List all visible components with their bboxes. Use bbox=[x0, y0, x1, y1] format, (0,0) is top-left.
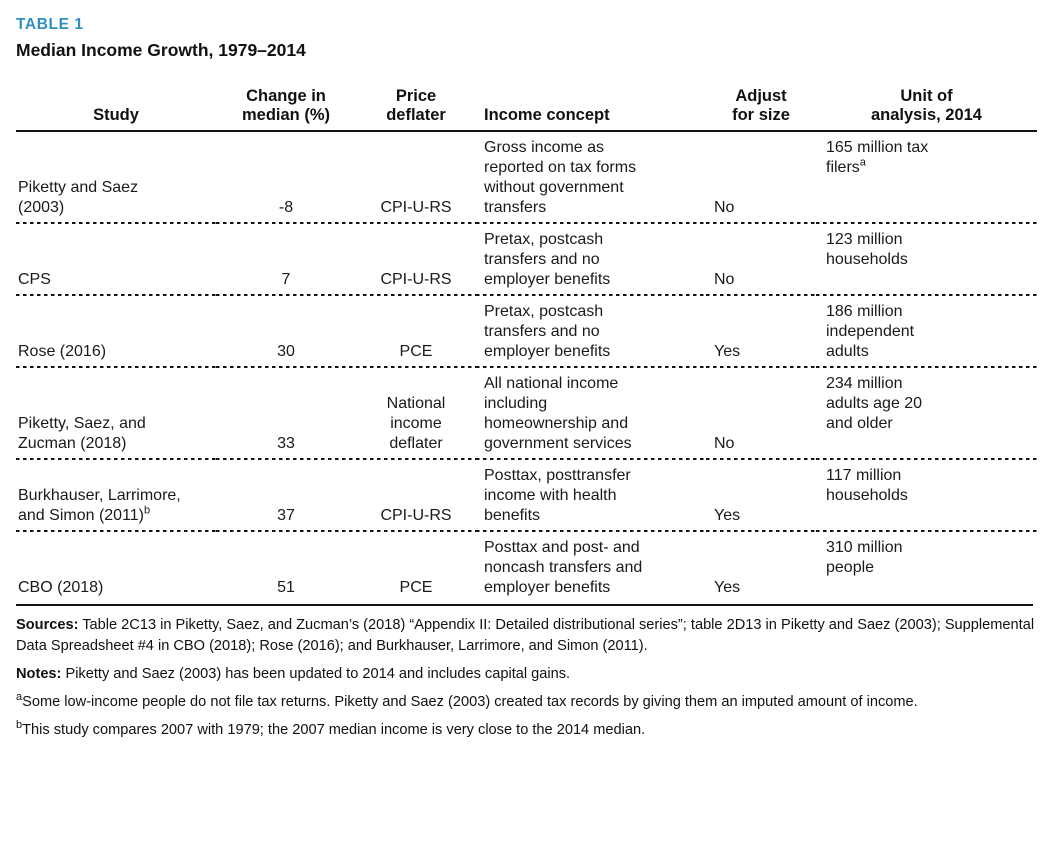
cell-income-concept bbox=[476, 131, 706, 224]
table-title: Median Income Growth, 1979–2014 bbox=[16, 40, 306, 60]
table-row bbox=[16, 224, 1037, 296]
cell-unit-of-analysis bbox=[816, 296, 1037, 368]
cell-unit-of-analysis bbox=[816, 532, 1037, 604]
cell-study bbox=[16, 460, 216, 532]
price-line: National bbox=[386, 395, 446, 413]
concept-line: government services bbox=[484, 435, 632, 453]
cell-income-concept bbox=[476, 532, 706, 604]
column-header-unit-line2: analysis, 2014 bbox=[870, 106, 982, 125]
unit-line bbox=[826, 158, 1031, 178]
cell-price-deflater: PCE bbox=[356, 296, 476, 368]
concept-line: transfers bbox=[484, 199, 547, 217]
footnote-b-marker: b bbox=[16, 718, 23, 731]
cell-income-concept bbox=[476, 224, 706, 296]
cell-unit-of-analysis bbox=[816, 368, 1037, 460]
cell-adjust-for-size: No bbox=[706, 224, 816, 296]
column-header-unit-line1: Unit of bbox=[900, 87, 953, 105]
median-income-growth-table bbox=[16, 87, 1037, 604]
study-line1: Burkhauser, Larrimore, bbox=[18, 487, 181, 505]
table-bottom-rule bbox=[16, 604, 1033, 606]
table-header bbox=[16, 87, 1037, 131]
cell-adjust-for-size: Yes bbox=[714, 579, 741, 597]
concept-line: without government bbox=[484, 179, 624, 197]
column-header-unit-of-analysis bbox=[816, 87, 1037, 131]
concept-line: reported on tax forms bbox=[484, 159, 637, 177]
concept-line: Pretax, postcash bbox=[484, 303, 604, 321]
price-line: income bbox=[390, 415, 442, 433]
unit-line: people bbox=[826, 559, 875, 577]
unit-line: households bbox=[826, 487, 908, 505]
table-notes bbox=[16, 615, 1037, 740]
cell-adjust-for-size: Yes bbox=[706, 460, 816, 532]
unit-line: 117 million bbox=[826, 467, 902, 485]
column-header-change-line1: Change in bbox=[246, 87, 326, 105]
cell-adjust-for-size: Yes bbox=[706, 296, 816, 368]
study-line2: (2003) bbox=[18, 199, 65, 217]
unit-line: 123 million bbox=[826, 231, 903, 249]
unit-line: 186 million bbox=[826, 303, 903, 321]
footnote-a-marker: a bbox=[16, 690, 23, 703]
concept-line: All national income bbox=[484, 375, 619, 393]
study-line1: CBO (2018) bbox=[18, 579, 104, 597]
table-label: TABLE 1 bbox=[16, 16, 84, 33]
table-row bbox=[16, 296, 1037, 368]
unit-line: 234 million bbox=[826, 375, 903, 393]
concept-line: employer benefits bbox=[484, 271, 611, 289]
cell-change: 37 bbox=[216, 460, 356, 532]
cell-change: 30 bbox=[216, 296, 356, 368]
concept-line: Posttax, posttransfer bbox=[484, 467, 631, 485]
concept-line: employer benefits bbox=[484, 343, 611, 361]
sources-label: Sources: bbox=[16, 617, 79, 634]
unit-line: independent bbox=[826, 323, 915, 341]
column-header-change-line2: median (%) bbox=[241, 106, 330, 125]
cell-adjust-for-size: No bbox=[706, 131, 816, 224]
unit-line: households bbox=[826, 251, 908, 269]
cell-price-deflater: PCE bbox=[399, 579, 433, 597]
concept-line: homeownership and bbox=[484, 415, 629, 433]
study-line1: CPS bbox=[18, 271, 51, 289]
cell-change: 7 bbox=[216, 224, 356, 296]
notes-note bbox=[16, 664, 1037, 685]
column-header-adjust-line2: for size bbox=[732, 106, 790, 125]
cell-price-deflater: CPI-U-RS bbox=[356, 460, 476, 532]
cell-price-deflater bbox=[356, 368, 476, 460]
concept-line: income with health bbox=[484, 487, 617, 505]
concept-line: Gross income as bbox=[484, 139, 605, 157]
concept-line: Pretax, postcash bbox=[484, 231, 604, 249]
cell-study bbox=[16, 368, 216, 460]
cell-study bbox=[16, 532, 216, 604]
column-header-adjust-for-size bbox=[706, 87, 816, 131]
concept-line: noncash transfers and bbox=[484, 559, 643, 577]
table-row bbox=[16, 532, 1037, 604]
footnote-a-text: Some low-income people do not file tax returns. Piketty and Saez (2003) created tax records by giving them an imputed amount of income. bbox=[22, 693, 918, 710]
column-header-price-deflater bbox=[356, 87, 476, 131]
footnote-marker-a: a bbox=[859, 156, 866, 169]
footnote-b bbox=[16, 720, 1037, 741]
table-row bbox=[16, 460, 1037, 532]
unit-line: and older bbox=[826, 415, 893, 433]
study-line1: Piketty and Saez bbox=[18, 179, 139, 197]
cell-study bbox=[16, 296, 216, 368]
cell-income-concept bbox=[476, 460, 706, 532]
study-line1: Rose (2016) bbox=[18, 343, 107, 361]
cell-change: 33 bbox=[216, 368, 356, 460]
notes-label: Notes: bbox=[16, 665, 62, 682]
concept-line: transfers and no bbox=[484, 323, 600, 341]
unit-line: adults age 20 bbox=[826, 395, 923, 413]
sources-text: Table 2C13 in Piketty, Saez, and Zucman’s (2018) “Appendix II: Detailed distributional series”; table 2D13 in Piketty and Saez (2003); Supplemental Data Spreadsheet #4 in CBO (2018); Rose (2016); and Burkhauser, Larrimore, and Simon (2011). bbox=[16, 617, 1035, 655]
footnote-a bbox=[16, 692, 1037, 713]
price-line: deflater bbox=[389, 435, 443, 453]
study-line2: Zucman (2018) bbox=[18, 435, 127, 453]
concept-line: employer benefits bbox=[484, 579, 611, 597]
footnote-b-text: This study compares 2007 with 1979; the 2007 median income is very close to the 2014 median. bbox=[22, 721, 646, 738]
cell-unit-of-analysis bbox=[816, 224, 1037, 296]
cell-income-concept bbox=[476, 296, 706, 368]
table-body bbox=[16, 131, 1037, 604]
cell-income-concept bbox=[476, 368, 706, 460]
column-header-adjust-line1: Adjust bbox=[735, 87, 787, 105]
cell-change: 51 bbox=[277, 579, 295, 597]
footnote-marker-b: b bbox=[144, 504, 151, 517]
column-header-concept-line: Income concept bbox=[484, 106, 610, 125]
table-row bbox=[16, 131, 1037, 224]
cell-unit-of-analysis bbox=[816, 460, 1037, 532]
unit-line: adults bbox=[826, 343, 869, 361]
concept-line: benefits bbox=[484, 507, 541, 525]
column-header-study bbox=[16, 87, 216, 131]
cell-unit-of-analysis bbox=[816, 131, 1037, 224]
cell-adjust-for-size: No bbox=[706, 368, 816, 460]
cell-price-deflater: CPI-U-RS bbox=[356, 131, 476, 224]
unit-line-text: filers bbox=[826, 159, 860, 177]
table-row bbox=[16, 368, 1037, 460]
unit-line: 165 million tax bbox=[826, 139, 929, 157]
study-line2 bbox=[18, 506, 210, 526]
cell-study bbox=[16, 131, 216, 224]
cell-study bbox=[16, 224, 216, 296]
cell-change: -8 bbox=[216, 131, 356, 224]
notes-text: Piketty and Saez (2003) has been updated to 2014 and includes capital gains. bbox=[61, 665, 571, 682]
cell-price-deflater: CPI-U-RS bbox=[356, 224, 476, 296]
study-line2-text: and Simon (2011) bbox=[18, 507, 144, 525]
column-header-income-concept bbox=[476, 87, 706, 131]
concept-line: transfers and no bbox=[484, 251, 600, 269]
study-line1: Piketty, Saez, and bbox=[18, 415, 146, 433]
concept-line: Posttax and post- and bbox=[484, 539, 640, 557]
column-header-price-line1: Price bbox=[395, 87, 437, 105]
column-header-change-in-median bbox=[216, 87, 356, 131]
concept-line: including bbox=[484, 395, 548, 413]
unit-line: 310 million bbox=[826, 539, 903, 557]
column-header-study-line: Study bbox=[93, 106, 139, 125]
column-header-price-line2: deflater bbox=[386, 106, 446, 125]
sources-note bbox=[16, 615, 1037, 657]
